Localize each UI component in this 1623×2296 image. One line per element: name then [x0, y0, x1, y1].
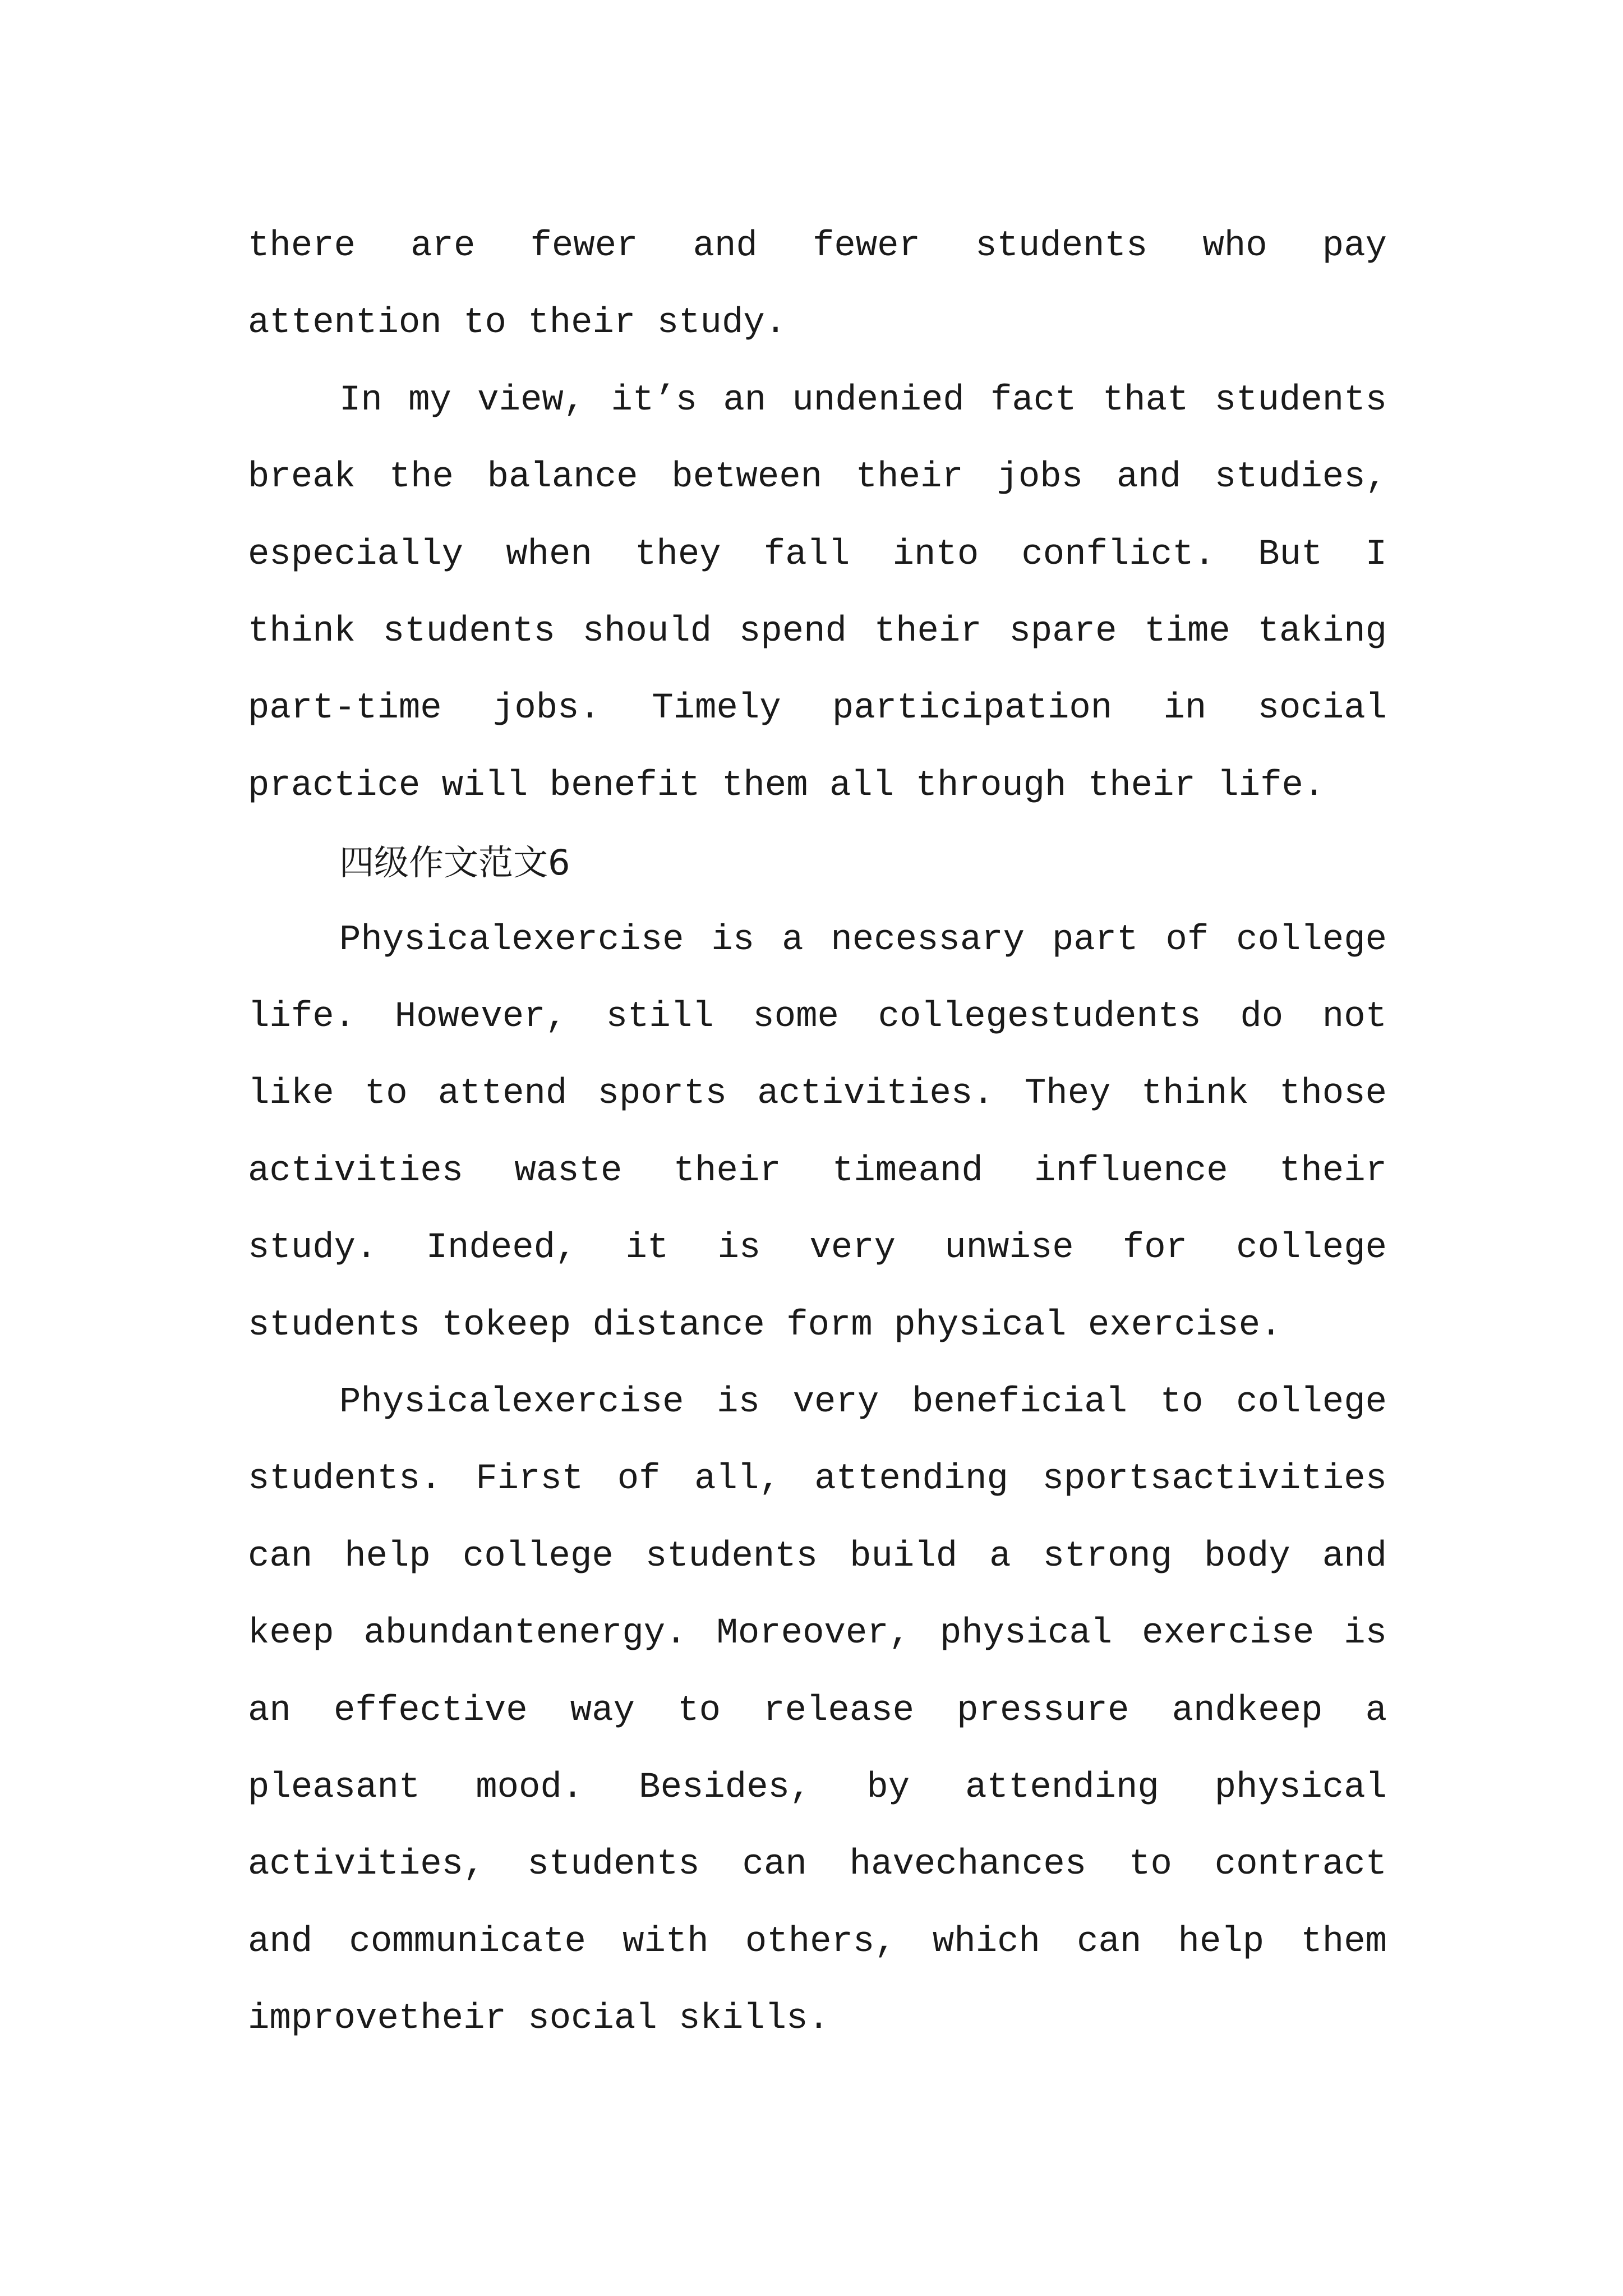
paragraph-line: activities, students can havechances to contract [248, 1844, 1387, 1885]
paragraph-line: practice will benefit them all through their life. [248, 765, 1325, 806]
paragraph-line: think students should spend their spare time taking [248, 611, 1387, 652]
paragraph-line: study. Indeed, it is very unwise for college [248, 1228, 1387, 1269]
paragraph-line: pleasant mood. Besides, by attending physical [248, 1768, 1387, 1808]
paragraph-line: and communicate with others, which can help them [248, 1921, 1387, 1962]
paragraph-line: improvetheir social skills. [248, 1999, 829, 2040]
section-heading: 四级作文范文6 [339, 842, 570, 884]
paragraph-line: Physicalexercise is very beneficial to college [339, 1382, 1387, 1423]
paragraph-line: Physicalexercise is a necessary part of college [339, 919, 1387, 960]
paragraph-line: students tokeep distance form physical exercise. [248, 1305, 1282, 1346]
paragraph-line: attention to their study. [248, 303, 787, 344]
paragraph-line: can help college students build a strong body and [248, 1536, 1387, 1577]
paragraph-line: an effective way to release pressure andkeep a [248, 1690, 1387, 1731]
paragraph-line: especially when they fall into conflict. But I [248, 534, 1387, 575]
paragraph-line: students. First of all, attending sportsactivities [248, 1459, 1387, 1500]
paragraph-line: life. However, still some collegestudents do not [248, 997, 1387, 1037]
paragraph-line: activities waste their timeand influence their [248, 1151, 1387, 1191]
paragraph-line: like to attend sports activities. They think those [248, 1074, 1387, 1115]
paragraph-line: keep abundantenergy. Moreover, physical exercise is [248, 1613, 1387, 1654]
paragraph-line: In my view, it’s an undenied fact that students [339, 380, 1387, 421]
paragraph-line: there are fewer and fewer students who pay [248, 226, 1387, 266]
paragraph-line: part-time jobs. Timely participation in social [248, 688, 1387, 729]
paragraph-line: break the balance between their jobs and studies, [248, 457, 1387, 498]
